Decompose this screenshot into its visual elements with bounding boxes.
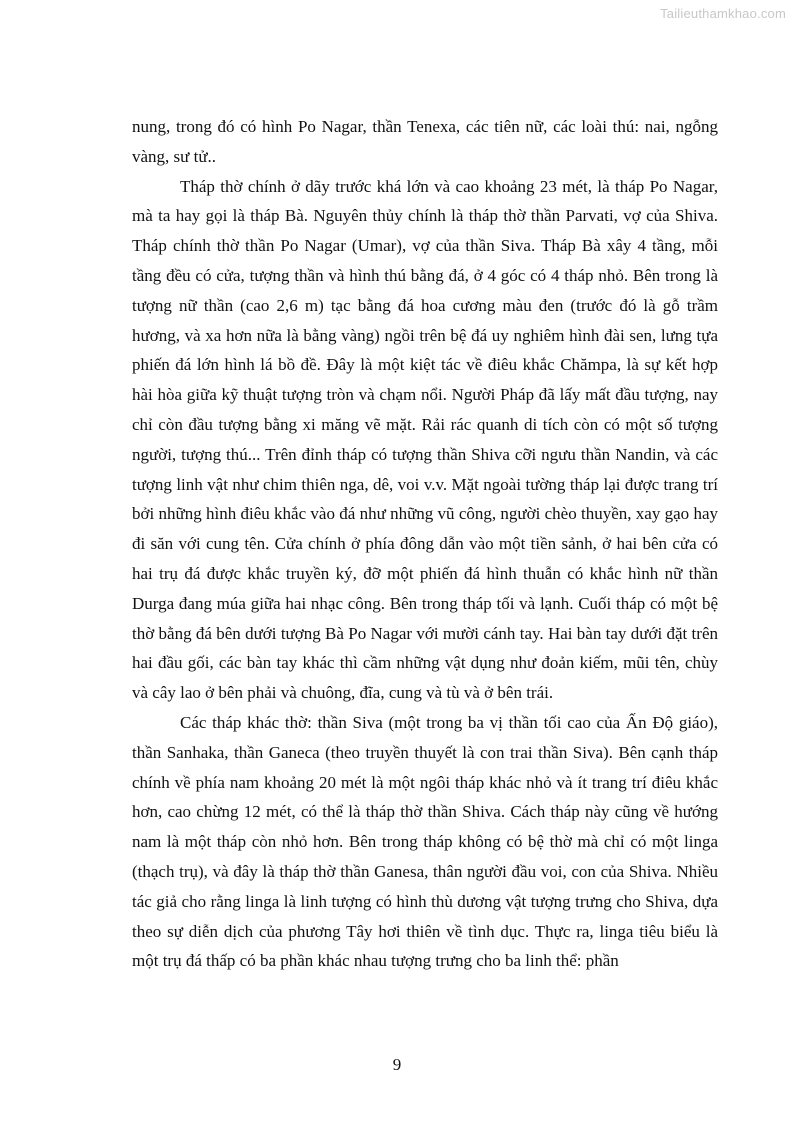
- paragraph-main-tower: Tháp thờ chính ở dãy trước khá lớn và cao khoảng 23 mét, là tháp Po Nagar, mà ta hay gọi là tháp Bà. Nguyên thủy chính là tháp thờ thần Parvati, vợ của Shiva. Tháp chính thờ thần Po Nagar (Umar), vợ của thần Siva. Tháp Bà xây 4 tầng, mỗi tầng đều có cửa, tượng thần và hình thú bằng đá, ở 4 góc có 4 tháp nhỏ. Bên trong là tượng nữ thần (cao 2,6 m) tạc bằng đá hoa cương màu đen (trước đó là gỗ trầm hương, và xa hơn nữa là bằng vàng) ngồi trên bệ đá uy nghiêm hình đài sen, lưng tựa phiến đá lớn hình lá bồ đề. Đây là một kiệt tác về điêu khắc Chămpa, là sự kết hợp hài hòa giữa kỹ thuật tượng tròn và chạm nổi. Người Pháp đã lấy mất đầu tượng, nay chỉ còn đầu tượng bằng xi măng vẽ mặt. Rải rác quanh di tích còn có một số tượng người, tượng thú... Trên đỉnh tháp có tượng thần Shiva cỡi ngưu thần Nandin, và các tượng linh vật như chim thiên nga, dê, voi v.v. Mặt ngoài tường tháp lại được trang trí bởi những hình điêu khắc vào đá như những vũ công, người chèo thuyền, xay gạo hay đi săn với cung tên. Cửa chính ở phía đông dẫn vào một tiền sảnh, ở hai bên cửa có hai trụ đá được khắc truyền ký, đỡ một phiến đá hình thuẫn có khắc hình nữ thần Durga đang múa giữa hai nhạc công. Bên trong tháp tối và lạnh. Cuối tháp có một bệ thờ bằng đá bên dưới tượng Bà Po Nagar với mười cánh tay. Hai bàn tay dưới đặt trên hai đầu gối, các bàn tay khác thì cầm những vật dụng như đoản kiếm, mũi tên, chùy và cây lao ở bên phải và chuông, đĩa, cung và tù và ở bên trái.: [132, 176, 718, 703]
- page-number: 9: [392, 1055, 402, 1074]
- paragraph-continuation: nung, trong đó có hình Po Nagar, thần Tenexa, các tiên nữ, các loài thú: nai, ngỗng vàng, sư tử..: [132, 117, 718, 166]
- watermark: Tailieuthamkhao.com: [660, 6, 786, 21]
- paragraph-other-towers: Các tháp khác thờ: thần Siva (một trong ba vị thần tối cao của Ấn Độ giáo), thần Sanhaka, thần Ganeca (theo truyền thuyết là con trai thần Siva). Bên cạnh tháp chính về phía nam khoảng 20 mét là một ngôi tháp khác nhỏ và ít trang trí điêu khắc hơn, cao chừng 12 mét, có thể là tháp thờ thần Shiva. Cách tháp này cũng về hướng nam là một tháp còn nhỏ hơn. Bên trong tháp không có bệ thờ mà chỉ có một linga (thạch trụ), và đây là tháp thờ thần Ganesa, thân người đầu voi, con của Shiva. Nhiều tác giả cho rằng linga là linh tượng có hình thù dương vật tượng trưng cho Shiva, dựa theo sự diễn dịch của phương Tây hơi thiên về tình dục. Thực ra, linga tiêu biểu là một trụ đá thấp có ba phần khác nhau tượng trưng cho ba linh thể: phần: [132, 712, 718, 971]
- document-body: [132, 112, 718, 976]
